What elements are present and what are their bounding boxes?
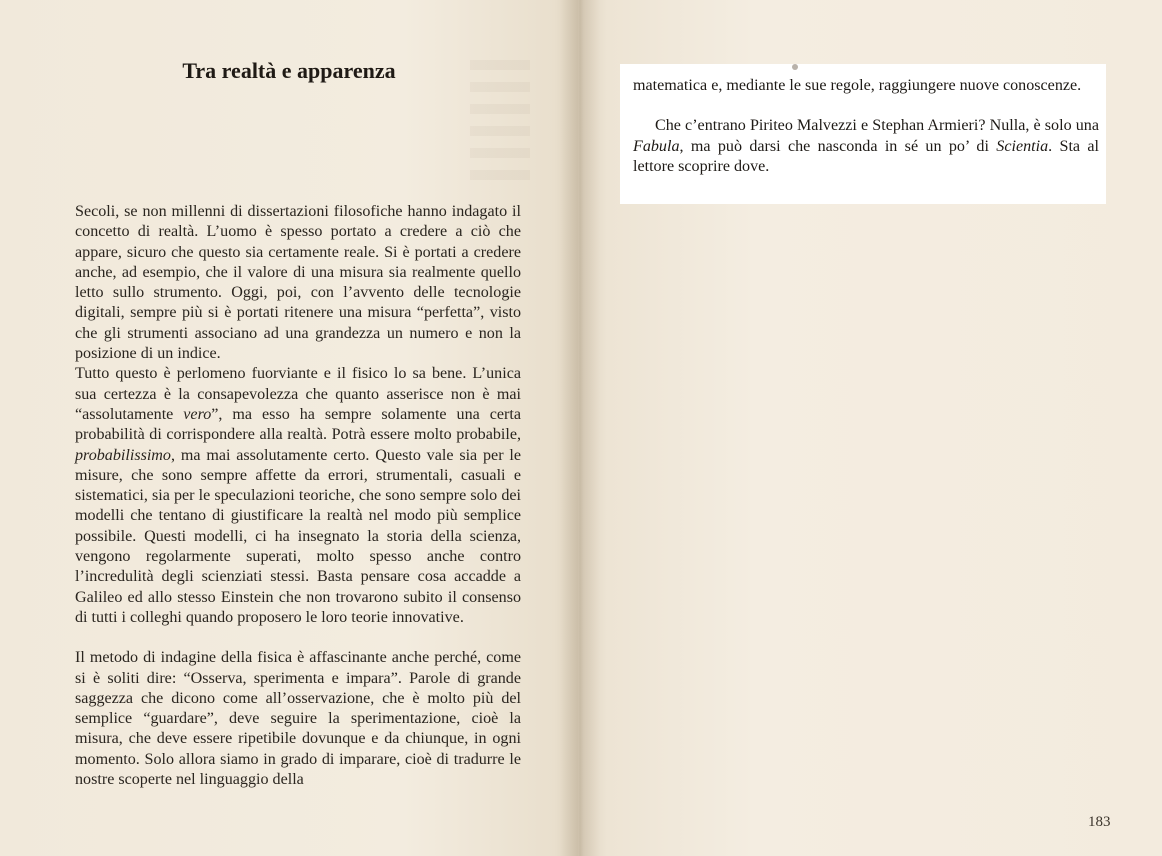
paragraph-text-segment: , ma può darsi che nasconda in sé un po’ di	[679, 137, 997, 155]
paragraph-text-segment: Tutto questo è perlomeno fuorviante e il fisico lo sa bene. L’unica sua certezza è la consapevolezza che quanto asserisce non è mai “assolutamente	[75, 365, 521, 423]
paragraph-text-segment: Secoli, se non millenni di dissertazioni filosofiche hanno indagato il concetto di realtà. L’uomo è spesso portato a credere a ciò che appare, sicuro che questo sia certamente reale. Si è portati a credere anche, ad esempio, che il valore di una misura sia realmente quello letto sullo strumento. Oggi, poi, con l’avvento delle tecnologie digitali, sempre più si è portati ritenere una misura “perfetta”, visto che gli strumenti associano ad una grandezza un numero e non la posizione di un indice.	[75, 203, 521, 363]
ink-speck	[792, 64, 798, 70]
italic-text-segment: Scientia	[996, 137, 1049, 155]
italic-text-segment: Fabula	[633, 137, 680, 155]
left-page-body	[75, 202, 521, 790]
left-paragraph-1	[75, 202, 521, 364]
page-number: 183	[1088, 814, 1111, 830]
paragraph-text-segment: Che c’entrano Piriteo Malvezzi e Stephan Armieri? Nulla, è solo una	[655, 117, 1099, 135]
left-page	[0, 0, 578, 856]
right-paragraph-2	[633, 116, 1099, 177]
paragraph-text-segment: Il metodo di indagine della fisica è affascinante anche perché, come si è soliti dire: “Osserva, sperimenta e impara”. Parole di grande saggezza che dicono come all’osservazione, che è molto più del semplice “guardare”, deve seguire la sperimentazione, cioè la misura, che deve essere ripetibile dovunque e da chiunque, in ogni momento. Solo allora siamo in grado di imparare, cioè di tradurre le nostre scoperte nel linguaggio della	[75, 649, 521, 789]
italic-text-segment: vero	[183, 405, 212, 423]
italic-text-segment: probabilissimo	[75, 446, 171, 464]
left-paragraph-2	[75, 364, 521, 628]
paragraph-text-segment: ”, ma esso ha sempre solamente una certa probabilità di corrispondere alla realtà. Potrà essere molto probabile,	[75, 405, 521, 444]
paragraph-text-segment: matematica e, mediante le sue regole, raggiungere nuove conoscenze.	[633, 77, 1082, 94]
right-paragraph-1	[633, 76, 1099, 96]
left-paragraph-3	[75, 648, 521, 790]
paragraph-text-segment: . Sta al lettore scoprire dove.	[633, 137, 1100, 175]
paragraph-text-segment: , ma mai assolutamente certo. Questo vale sia per le misure, che sono sempre affette da errori, strumentali, casuali e sistematici, sia per le speculazioni teoriche, che sono sempre solo dei modelli che tentano di giustificare la realtà nel modo più semplice possibile. Questi modelli, ci ha insegnato la storia della scienza, vengono regolarmente superati, molto spesso anche contro l’incredulità degli scienziati stessi. Basta pensare cosa accadde a Galileo ed allo stesso Einstein che non trovarono subito il consenso di tutti i colleghi quando proposero le loro teorie innovative.	[75, 446, 521, 626]
chapter-title: Tra realtà e apparenza	[182, 58, 396, 83]
right-page-body	[633, 76, 1099, 177]
